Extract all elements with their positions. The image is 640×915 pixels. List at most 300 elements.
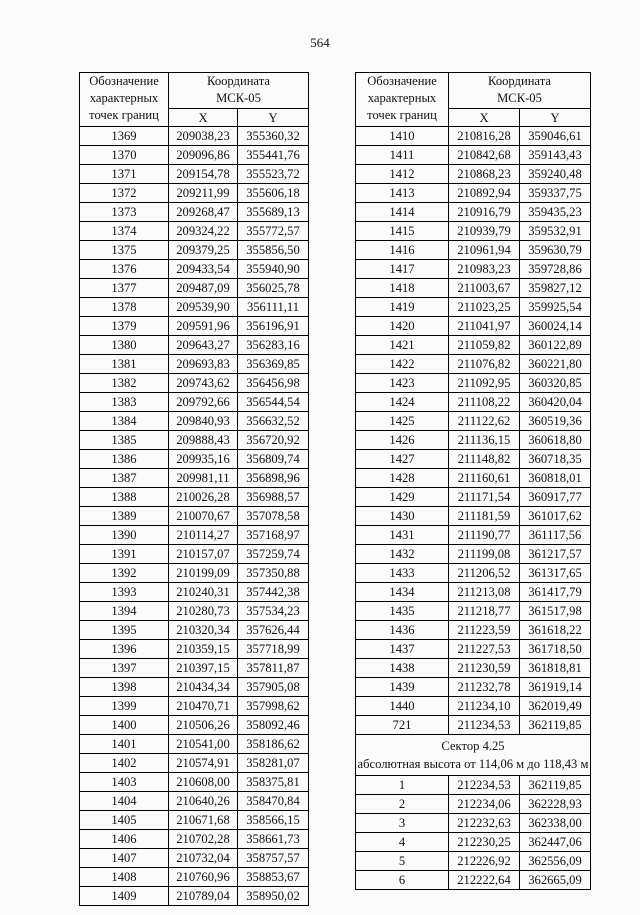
y-cell: 358757,57 [238,849,309,868]
x-cell: 210506,26 [169,716,238,735]
y-cell: 357811,87 [238,659,309,678]
x-cell: 211234,10 [449,697,520,716]
table-row [356,298,591,317]
table-row [80,716,309,735]
point-id-cell: 1379 [80,317,169,336]
x-cell: 211108,22 [449,393,520,412]
x-cell: 210916,79 [449,203,520,222]
y-cell: 356456,98 [238,374,309,393]
point-id-cell: 1404 [80,792,169,811]
table-row [356,336,591,355]
point-id-cell: 1409 [80,887,169,906]
x-cell: 210868,23 [449,165,520,184]
table-row [356,659,591,678]
y-cell: 357168,97 [238,526,309,545]
x-cell: 212226,92 [449,852,520,871]
point-id-cell: 1420 [356,317,449,336]
table-row [356,583,591,602]
point-id-cell: 5 [356,852,449,871]
x-cell: 209154,78 [169,165,238,184]
table-row [356,127,591,146]
table-row [356,203,591,222]
sector-altitude: абсолютная высота от 114,06 м до 118,43 м [357,757,589,771]
x-cell: 210541,00 [169,735,238,754]
y-cell: 361417,79 [520,583,591,602]
x-cell: 209643,27 [169,336,238,355]
table-row [80,792,309,811]
page-number: 564 [310,35,330,50]
point-id-cell: 1382 [80,374,169,393]
y-cell: 360122,89 [520,336,591,355]
table-row [80,526,309,545]
y-cell: 358566,15 [238,811,309,830]
x-cell: 211041,97 [449,317,520,336]
table-row [356,412,591,431]
y-cell: 359240,48 [520,165,591,184]
point-id-cell: 1392 [80,564,169,583]
x-cell: 209981,11 [169,469,238,488]
x-cell: 209792,66 [169,393,238,412]
point-id-cell: 1380 [80,336,169,355]
y-cell: 362338,00 [520,814,591,833]
y-cell: 362119,85 [520,776,591,795]
y-cell: 357078,58 [238,507,309,526]
x-header: X [169,109,238,127]
y-cell: 357534,23 [238,602,309,621]
point-id-cell: 1406 [80,830,169,849]
table-row [80,659,309,678]
y-cell: 357442,38 [238,583,309,602]
point-id-cell: 1376 [80,260,169,279]
x-cell: 211218,77 [449,602,520,621]
point-id-cell: 1393 [80,583,169,602]
x-cell: 210359,15 [169,640,238,659]
x-cell: 209888,43 [169,431,238,450]
point-id-cell: 1370 [80,146,169,165]
x-cell: 211171,54 [449,488,520,507]
point-id-cell: 1419 [356,298,449,317]
y-cell: 355606,18 [238,184,309,203]
y-cell: 358375,81 [238,773,309,792]
table-row [356,450,591,469]
table-row [356,697,591,716]
y-cell: 360618,80 [520,431,591,450]
x-cell: 211023,25 [449,298,520,317]
y-cell: 359143,43 [520,146,591,165]
table-row [80,374,309,393]
table-row [356,241,591,260]
table-row [80,811,309,830]
table-row [356,260,591,279]
point-label-header-line: Обозначение [89,74,159,88]
y-cell: 358281,07 [238,754,309,773]
x-cell: 209935,16 [169,450,238,469]
point-id-cell: 4 [356,833,449,852]
x-cell: 211206,52 [449,564,520,583]
y-cell: 358186,62 [238,735,309,754]
table-row [80,735,309,754]
y-header: Y [520,109,591,127]
y-cell: 362119,85 [520,716,591,735]
y-cell: 355940,90 [238,260,309,279]
table-row [356,678,591,697]
table-row [80,754,309,773]
y-cell: 357626,44 [238,621,309,640]
point-id-cell: 1424 [356,393,449,412]
point-id-cell: 1395 [80,621,169,640]
x-cell: 209038,23 [169,127,238,146]
point-id-cell: 1400 [80,716,169,735]
y-cell: 359337,75 [520,184,591,203]
point-id-cell: 1412 [356,165,449,184]
x-cell: 212234,53 [449,776,520,795]
table-row [80,678,309,697]
x-cell: 210157,07 [169,545,238,564]
x-cell: 210434,34 [169,678,238,697]
point-id-cell: 1394 [80,602,169,621]
table-row [80,184,309,203]
y-cell: 360320,85 [520,374,591,393]
x-cell: 211234,53 [449,716,520,735]
point-id-cell: 1369 [80,127,169,146]
x-cell: 209324,22 [169,222,238,241]
point-label-header-line: точек границ [89,108,159,122]
table-row [80,355,309,374]
x-cell: 210397,15 [169,659,238,678]
table-row [356,795,591,814]
point-id-cell: 1397 [80,659,169,678]
point-id-cell: 1386 [80,450,169,469]
point-id-cell: 3 [356,814,449,833]
table-row [80,602,309,621]
coordinates-table-right [355,72,591,890]
point-id-cell: 1440 [356,697,449,716]
y-cell: 360420,04 [520,393,591,412]
table-row [356,222,591,241]
table-row [356,545,591,564]
x-cell: 211181,59 [449,507,520,526]
table-row [356,431,591,450]
x-cell: 210608,00 [169,773,238,792]
coordinate-header [449,73,591,109]
point-id-cell: 1374 [80,222,169,241]
table-row [356,488,591,507]
x-cell: 209096,86 [169,146,238,165]
point-id-cell: 1388 [80,488,169,507]
table-row [80,640,309,659]
x-header: X [449,109,520,127]
y-cell: 360818,01 [520,469,591,488]
y-cell: 356632,52 [238,412,309,431]
y-cell: 361919,14 [520,678,591,697]
point-id-cell: 1433 [356,564,449,583]
y-cell: 358950,02 [238,887,309,906]
table-row [356,507,591,526]
y-cell: 361217,57 [520,545,591,564]
point-id-cell: 1431 [356,526,449,545]
x-cell: 211148,82 [449,450,520,469]
y-cell: 355689,13 [238,203,309,222]
table-row [356,564,591,583]
table-row [80,621,309,640]
y-cell: 358661,73 [238,830,309,849]
point-id-cell: 2 [356,795,449,814]
table-row [80,317,309,336]
table-row [356,776,591,795]
point-id-cell: 1398 [80,678,169,697]
y-cell: 360221,80 [520,355,591,374]
point-label-header-line: точек границ [367,108,437,122]
x-cell: 212232,63 [449,814,520,833]
point-id-cell: 1401 [80,735,169,754]
table-row [80,545,309,564]
y-cell: 359046,61 [520,127,591,146]
point-id-cell: 1435 [356,602,449,621]
x-cell: 210640,26 [169,792,238,811]
table-row [80,564,309,583]
x-cell: 211122,62 [449,412,520,431]
x-cell: 209487,09 [169,279,238,298]
point-id-cell: 1438 [356,659,449,678]
point-label-header [356,73,449,127]
y-cell: 361517,98 [520,602,591,621]
y-cell: 359925,54 [520,298,591,317]
table-row [80,887,309,906]
y-cell: 360718,35 [520,450,591,469]
point-label-header [80,73,169,127]
sector-title: Сектор 4.25 [441,739,505,753]
table-header-row [80,73,309,109]
point-id-cell: 1426 [356,431,449,450]
x-cell: 210671,68 [169,811,238,830]
point-id-cell: 1411 [356,146,449,165]
y-cell: 355856,50 [238,241,309,260]
y-cell: 355772,57 [238,222,309,241]
table-row [356,852,591,871]
table-row [80,830,309,849]
point-label-header-line: Обозначение [367,74,437,88]
point-id-cell: 1416 [356,241,449,260]
x-cell: 209433,54 [169,260,238,279]
point-id-cell: 1381 [80,355,169,374]
x-cell: 210114,27 [169,526,238,545]
y-cell: 362665,09 [520,871,591,890]
y-cell: 360917,77 [520,488,591,507]
x-cell: 210320,34 [169,621,238,640]
point-label-header-line: характерных [89,91,159,105]
point-id-cell: 1439 [356,678,449,697]
x-cell: 210240,31 [169,583,238,602]
point-id-cell: 1408 [80,868,169,887]
table-row [80,127,309,146]
point-id-cell: 1 [356,776,449,795]
y-cell: 356111,11 [238,298,309,317]
y-cell: 361317,65 [520,564,591,583]
point-id-cell: 1432 [356,545,449,564]
table-row [80,241,309,260]
x-cell: 210199,09 [169,564,238,583]
x-cell: 210983,23 [449,260,520,279]
coordinate-header [169,73,309,109]
x-cell: 210574,91 [169,754,238,773]
point-id-cell: 1430 [356,507,449,526]
x-cell: 209539,90 [169,298,238,317]
coordinate-title: Координата [207,74,270,88]
y-cell: 360519,36 [520,412,591,431]
point-id-cell: 1418 [356,279,449,298]
x-cell: 210760,96 [169,868,238,887]
table-row [356,621,591,640]
x-cell: 211136,15 [449,431,520,450]
point-id-cell: 1417 [356,260,449,279]
table-row [80,279,309,298]
coordinate-system: МСК-05 [497,91,542,105]
table-row [356,374,591,393]
point-id-cell: 1428 [356,469,449,488]
y-cell: 356988,57 [238,488,309,507]
y-cell: 356283,16 [238,336,309,355]
y-cell: 359630,79 [520,241,591,260]
x-cell: 211213,08 [449,583,520,602]
x-cell: 209693,83 [169,355,238,374]
table-header-row [356,73,591,109]
x-cell: 209743,62 [169,374,238,393]
table-row [80,203,309,222]
sector-row [356,735,591,776]
point-id-cell: 1387 [80,469,169,488]
table-row [80,260,309,279]
coordinate-system: МСК-05 [216,91,261,105]
table-row [80,488,309,507]
point-id-cell: 1371 [80,165,169,184]
x-cell: 211160,61 [449,469,520,488]
x-cell: 209591,96 [169,317,238,336]
y-cell: 357350,88 [238,564,309,583]
point-id-cell: 1377 [80,279,169,298]
table-row [80,412,309,431]
table-row [80,507,309,526]
y-cell: 359728,86 [520,260,591,279]
table-row [356,716,591,735]
point-id-cell: 1399 [80,697,169,716]
x-cell: 211092,95 [449,374,520,393]
table-row [356,814,591,833]
y-cell: 361818,81 [520,659,591,678]
table-row [80,336,309,355]
y-cell: 362447,06 [520,833,591,852]
point-id-cell: 1390 [80,526,169,545]
table-row [80,222,309,241]
table-row [80,450,309,469]
x-cell: 211230,59 [449,659,520,678]
y-header: Y [238,109,309,127]
y-cell: 356369,85 [238,355,309,374]
table-row [80,146,309,165]
y-cell: 361618,22 [520,621,591,640]
point-id-cell: 1422 [356,355,449,374]
x-cell: 211003,67 [449,279,520,298]
table-row [356,317,591,336]
point-id-cell: 1402 [80,754,169,773]
y-cell: 358470,84 [238,792,309,811]
point-id-cell: 1436 [356,621,449,640]
table-row [356,393,591,412]
table-row [80,298,309,317]
y-cell: 362228,93 [520,795,591,814]
y-cell: 362556,09 [520,852,591,871]
table-row [80,697,309,716]
y-cell: 360024,14 [520,317,591,336]
point-id-cell: 721 [356,716,449,735]
y-cell: 357259,74 [238,545,309,564]
x-cell: 212222,64 [449,871,520,890]
x-cell: 211223,59 [449,621,520,640]
point-label-header-line: характерных [367,91,437,105]
point-id-cell: 1429 [356,488,449,507]
point-id-cell: 1414 [356,203,449,222]
x-cell: 210789,04 [169,887,238,906]
x-cell: 210842,68 [449,146,520,165]
y-cell: 361017,62 [520,507,591,526]
x-cell: 209840,93 [169,412,238,431]
coordinates-table-left [79,72,309,906]
y-cell: 361718,50 [520,640,591,659]
point-id-cell: 1403 [80,773,169,792]
y-cell: 355441,76 [238,146,309,165]
y-cell: 356025,78 [238,279,309,298]
point-id-cell: 1383 [80,393,169,412]
table-row [80,868,309,887]
y-cell: 359435,23 [520,203,591,222]
x-cell: 211199,08 [449,545,520,564]
x-cell: 212234,06 [449,795,520,814]
y-cell: 362019,49 [520,697,591,716]
x-cell: 210702,28 [169,830,238,849]
point-id-cell: 1413 [356,184,449,203]
x-cell: 209379,25 [169,241,238,260]
table-row [80,773,309,792]
y-cell: 357998,62 [238,697,309,716]
x-cell: 211190,77 [449,526,520,545]
x-cell: 210026,28 [169,488,238,507]
table-row [356,833,591,852]
point-id-cell: 1427 [356,450,449,469]
x-cell: 212230,25 [449,833,520,852]
point-id-cell: 1378 [80,298,169,317]
point-id-cell: 1407 [80,849,169,868]
x-cell: 209211,99 [169,184,238,203]
y-cell: 357718,99 [238,640,309,659]
table-row [80,583,309,602]
table-row [356,184,591,203]
point-id-cell: 1375 [80,241,169,260]
table-row [356,355,591,374]
point-id-cell: 1396 [80,640,169,659]
table-row [356,640,591,659]
table-row [356,871,591,890]
point-id-cell: 1373 [80,203,169,222]
x-cell: 209268,47 [169,203,238,222]
table-row [80,849,309,868]
table-row [80,469,309,488]
table-row [356,146,591,165]
point-id-cell: 6 [356,871,449,890]
point-id-cell: 1410 [356,127,449,146]
sector-caption [356,735,591,776]
point-id-cell: 1425 [356,412,449,431]
x-cell: 211227,53 [449,640,520,659]
x-cell: 210470,71 [169,697,238,716]
